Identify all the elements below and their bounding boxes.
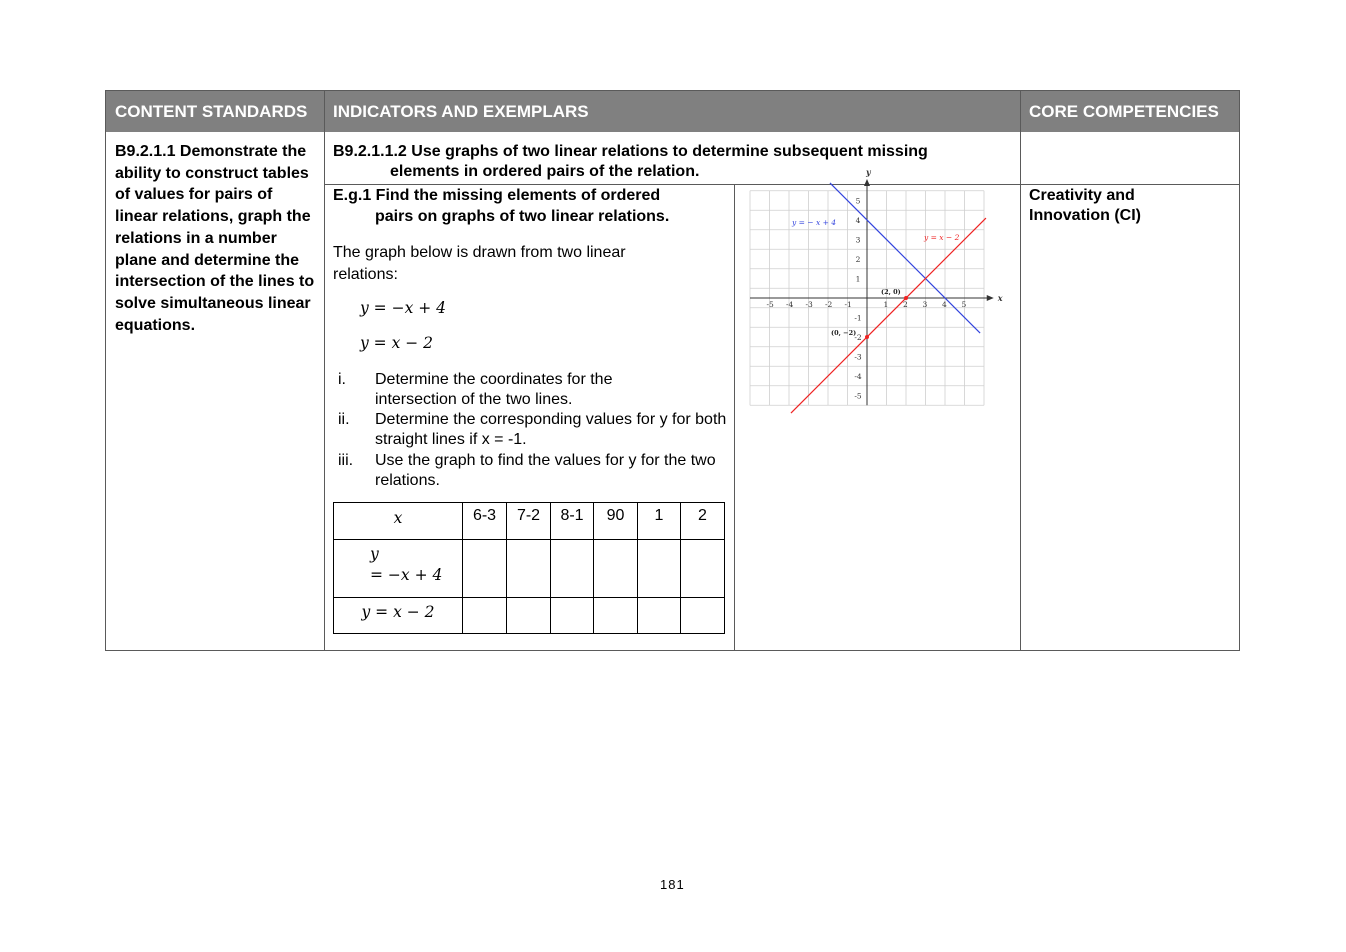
linear-relations-graph — [740, 167, 1003, 403]
table-border-left — [105, 91, 106, 651]
header-indicators: INDICATORS AND EXEMPLARS — [324, 91, 1020, 132]
x-axis-label: x — [997, 293, 1003, 303]
exemplar-title-line-1: E.g.1 Find the missing elements of ordered — [333, 187, 661, 204]
competency-line-1: Creativity and — [1029, 187, 1135, 204]
y-tick-label: -4 — [854, 372, 862, 381]
x-axis-arrow — [987, 295, 994, 301]
x-tick-label: -1 — [844, 300, 852, 309]
x-value-cell: 1 — [638, 503, 681, 540]
empty-cell — [681, 598, 725, 634]
y-tick-label: -1 — [854, 313, 862, 323]
equation-2: y = x − 2 — [360, 334, 434, 352]
column-divider-graph — [734, 184, 735, 651]
y-tick-label: -5 — [854, 391, 862, 401]
task-1-number: i. — [338, 371, 346, 388]
table-border-top — [105, 90, 1240, 91]
table-border-right — [1239, 91, 1240, 651]
y-tick-label: 2 — [855, 255, 861, 264]
page-number: 181 — [660, 877, 685, 892]
graph-axes — [750, 179, 994, 405]
y-tick-label: -2 — [854, 333, 862, 342]
empty-cell — [638, 540, 681, 598]
table-row-x — [334, 503, 725, 540]
y-tick-label: 4 — [855, 216, 861, 225]
empty-cell — [463, 598, 507, 634]
exemplar-title-line-2: pairs on graphs of two linear relations. — [375, 208, 670, 225]
line-y-equals-minus-x-plus-4 — [830, 183, 980, 333]
empty-cell — [507, 598, 551, 634]
x-tick-label: 5 — [961, 300, 967, 309]
task-1-text: Determine the coordinates for the intersection of the two lines. — [375, 371, 613, 408]
task-3-text: Use the graph to find the values for y for the two relations. — [375, 452, 716, 489]
x-tick-label: -4 — [786, 300, 794, 309]
x-tick-label: -5 — [766, 300, 774, 309]
empty-cell — [594, 598, 638, 634]
x-value-cell: 2 — [681, 503, 725, 540]
indicator-line-1: B9.2.1.1.2 Use graphs of two linear relations to determine subsequent missing — [333, 143, 928, 160]
y-tick-label: 5 — [855, 196, 861, 206]
x-value-cell: 90 — [594, 503, 638, 540]
values-table — [333, 502, 725, 634]
task-2-number: ii. — [338, 411, 350, 428]
x-tick-label: -2 — [825, 300, 833, 309]
x-tick-label: 1 — [883, 300, 889, 309]
line-1-label: y = − x + 4 — [792, 218, 837, 227]
y-tick-label: 1 — [855, 274, 861, 284]
empty-cell — [594, 540, 638, 598]
header-core-competencies: CORE COMPETENCIES — [1020, 91, 1239, 132]
graph-labels — [767, 167, 1003, 400]
point-1-label: (2, 0) — [881, 288, 901, 296]
task-3-number: iii. — [338, 452, 354, 469]
empty-cell — [551, 598, 594, 634]
x-value-cell: 8-1 — [551, 503, 594, 540]
empty-cell — [681, 540, 725, 598]
x-value-cell: 6-3 — [463, 503, 507, 540]
content-standard-text: B9.2.1.1 Demonstrate the ability to construct tables of values for pairs of linear relations, graph the relations in a number plane and determine the intersection of the lines to solve simultaneous linear equations. — [115, 143, 315, 334]
header-content-standards: CONTENT STANDARDS — [106, 91, 324, 132]
x-value-cell: 7-2 — [507, 503, 551, 540]
column-divider-2 — [1020, 91, 1021, 651]
x-tick-label: 2 — [903, 300, 908, 309]
row-label-y1: y = −x + 4 — [334, 540, 463, 598]
column-divider-1 — [324, 91, 325, 651]
row-label-y2: y = x − 2 — [334, 598, 463, 634]
exemplar-intro: The graph below is drawn from two linear relations: — [333, 244, 626, 283]
y-tick-label: -3 — [854, 352, 862, 362]
indicator-line-2: elements in ordered pairs of the relation. — [390, 163, 700, 180]
y-axis-label: y — [866, 167, 871, 178]
table-row-y1 — [334, 540, 725, 598]
x-tick-label: 4 — [942, 300, 947, 309]
competency-line-2: Innovation (CI) — [1029, 207, 1141, 224]
task-2-text: Determine the corresponding values for y for both straight lines if x = -1. — [375, 411, 727, 448]
y-tick-label: 3 — [855, 235, 861, 245]
row-label-x: x — [334, 503, 463, 540]
table-row-y2 — [334, 598, 725, 634]
point-0-minus-2 — [865, 335, 869, 339]
empty-cell — [551, 540, 594, 598]
line-2-label: y = x − 2 — [924, 233, 960, 242]
point-2-label: (0, −2) — [831, 329, 857, 337]
x-tick-label: 3 — [922, 300, 928, 309]
empty-cell — [507, 540, 551, 598]
empty-cell — [463, 540, 507, 598]
x-tick-label: -3 — [805, 300, 813, 309]
empty-cell — [638, 598, 681, 634]
table-border-bottom — [105, 650, 1240, 651]
equation-1: y = −x + 4 — [360, 299, 447, 317]
line-y-equals-x-minus-2 — [791, 218, 986, 413]
